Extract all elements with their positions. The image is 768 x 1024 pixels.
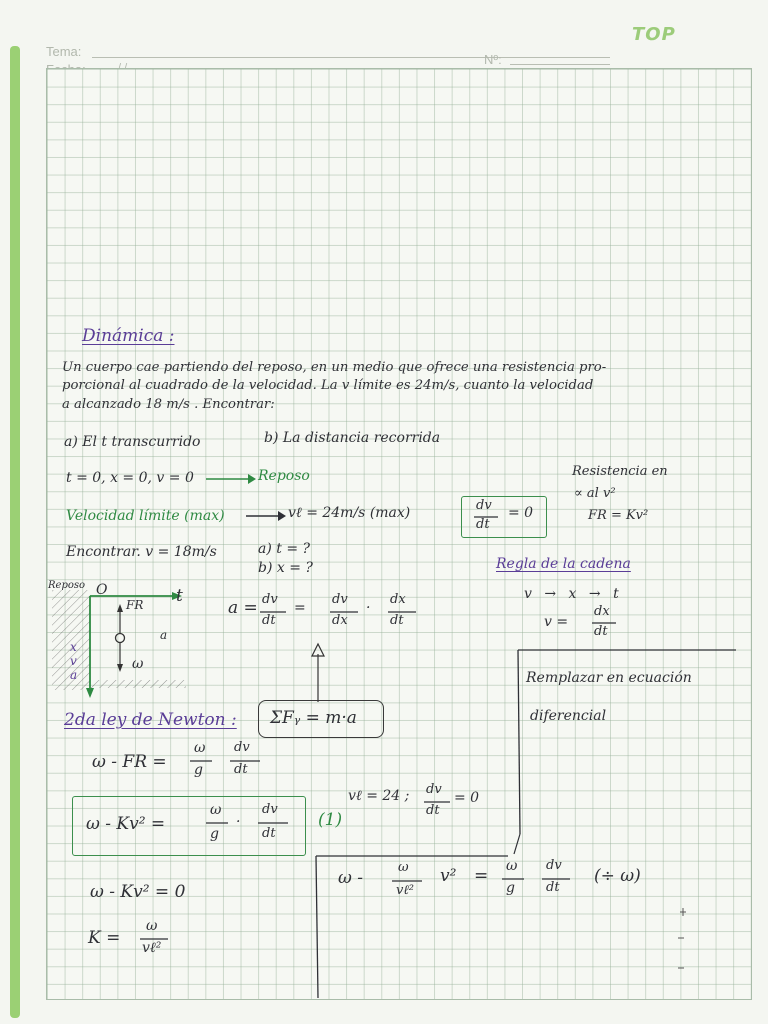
encontrar-label: Encontrar. v = 18m/s [66, 544, 217, 560]
eq-boxed-frac-w: ω [210, 802, 222, 818]
find-a: a) t = ? [258, 541, 311, 557]
sub-frac-g: g [506, 880, 515, 896]
tema-label: Tema: [46, 44, 82, 59]
eq1-frac-w: ω [194, 740, 206, 756]
eq-boxed-left: ω - Kv² = [86, 814, 166, 834]
brand-logo: TOP [632, 24, 676, 45]
eq1-frac-dv: dv [234, 740, 250, 755]
arrow-right-icon [206, 473, 256, 485]
resistencia-line-3: FR = Kv² [588, 508, 649, 523]
reposo-label: Reposo [258, 468, 310, 484]
numero-line [510, 64, 610, 65]
cond-equals-zero: = 0 [454, 790, 480, 806]
resistencia-line-2: ∝ al v² [574, 486, 616, 501]
regla-cadena-title: Regla de la cadena [496, 556, 631, 572]
velocidad-limite-label: Velocidad límite (max) [66, 508, 225, 524]
vl-value: vℓ = 24m/s (max) [288, 505, 411, 521]
equation-1-label: (1) [318, 810, 343, 830]
k-frac-w: ω [146, 918, 158, 934]
vl-condition: vℓ = 24 ; [348, 788, 410, 804]
k-equals: K = [88, 928, 121, 948]
resistencia-line-1: Resistencia en [572, 464, 668, 479]
diagram-a: a [160, 628, 168, 642]
divide-by-w: (÷ ω) [594, 866, 641, 886]
tema-line [92, 57, 610, 58]
eq-boxed-frac-dv: dv [262, 802, 278, 817]
part-b: b) La distancia recorrida [264, 430, 441, 446]
dvdt-equals-zero: = 0 [508, 505, 534, 521]
remplazar-line-1: Remplazar en ecuación [526, 670, 692, 686]
eq-boxed-frac-g: g [210, 826, 219, 842]
diagram-reposo: Reposo [48, 580, 86, 591]
chain-rule: v → x → t [524, 586, 623, 602]
a-frac2-dv: dv [332, 592, 348, 607]
sub-v2: v² [440, 866, 457, 886]
numero-label: Nº: [484, 52, 502, 67]
arrow-right-icon [246, 510, 286, 522]
free-body-diagram [46, 580, 196, 700]
a-frac1-dt: dt [262, 613, 276, 628]
newton-title: 2da ley de Newton : [64, 710, 237, 730]
part-a: a) El t transcurrido [64, 434, 201, 450]
margin-tick-marks [672, 908, 692, 978]
problem-line-3: a alcanzado 18 m/s . Encontrar: [62, 397, 275, 412]
frac-dv: dv [476, 498, 492, 513]
eq-w-minus-fr: ω - FR = [92, 752, 167, 772]
sub-eq-sign: = [474, 866, 489, 886]
a-eq-sign: = [294, 600, 306, 616]
chain-frac-dt: dt [594, 624, 608, 639]
eq1-frac-dt: dt [234, 762, 248, 777]
a-dot: · [366, 600, 371, 616]
sub-frac-dt: dt [546, 880, 560, 895]
a-frac3-dx: dx [390, 592, 406, 607]
diagram-w: ω [132, 656, 144, 672]
diagram-origin: O [96, 582, 108, 598]
green-margin-band [10, 46, 20, 1018]
k-frac-vl2: vℓ² [142, 940, 162, 956]
fraction-bar [258, 822, 288, 824]
a-frac1-dv: dv [262, 592, 278, 607]
eq1-frac-g: g [194, 762, 203, 778]
diagram-fr: FR [126, 598, 144, 612]
notes-title: Dinámica : [82, 326, 175, 346]
a-frac3-dt: dt [390, 613, 404, 628]
sub-frac-w2: ω [398, 860, 409, 875]
fraction-bar [206, 822, 228, 824]
find-b: b) x = ? [258, 560, 313, 576]
cond-frac-dt: dt [426, 803, 440, 818]
eq-k-start: ω - Kv² = 0 [90, 882, 186, 902]
problem-line-1: Un cuerpo cae partiendo del reposo, en un medio que ofrece una resistencia pro- [62, 360, 607, 375]
initial-conditions: t = 0, x = 0, v = 0 [66, 470, 194, 486]
frac-dt: dt [476, 517, 490, 532]
cond-frac-dv: dv [426, 782, 442, 797]
arrow-up-icon [311, 644, 325, 704]
eq-boxed-dot: · [236, 814, 241, 830]
diagram-t-axis: t [176, 586, 183, 606]
sub-frac-w: ω [506, 858, 518, 874]
problem-line-2: porcional al cuadrado de la velocidad. La v límite es 24m/s, cuanto la velocidad [62, 378, 594, 393]
v-equals: v = [544, 614, 569, 630]
eq-boxed-frac-dt: dt [262, 826, 276, 841]
sub-frac-dv: dv [546, 858, 562, 873]
remplazar-line-2: diferencial [530, 708, 607, 724]
sub-frac-vl2: vℓ² [396, 883, 414, 898]
a-frac2-dx: dx [332, 613, 348, 628]
sum-forces: ΣFᵧ = m·a [270, 708, 357, 728]
a-equals: a = [228, 598, 258, 618]
sub-eq-start: ω - [338, 868, 364, 888]
chain-frac-dx: dx [594, 604, 610, 619]
diagram-xva: x v a [70, 640, 78, 682]
